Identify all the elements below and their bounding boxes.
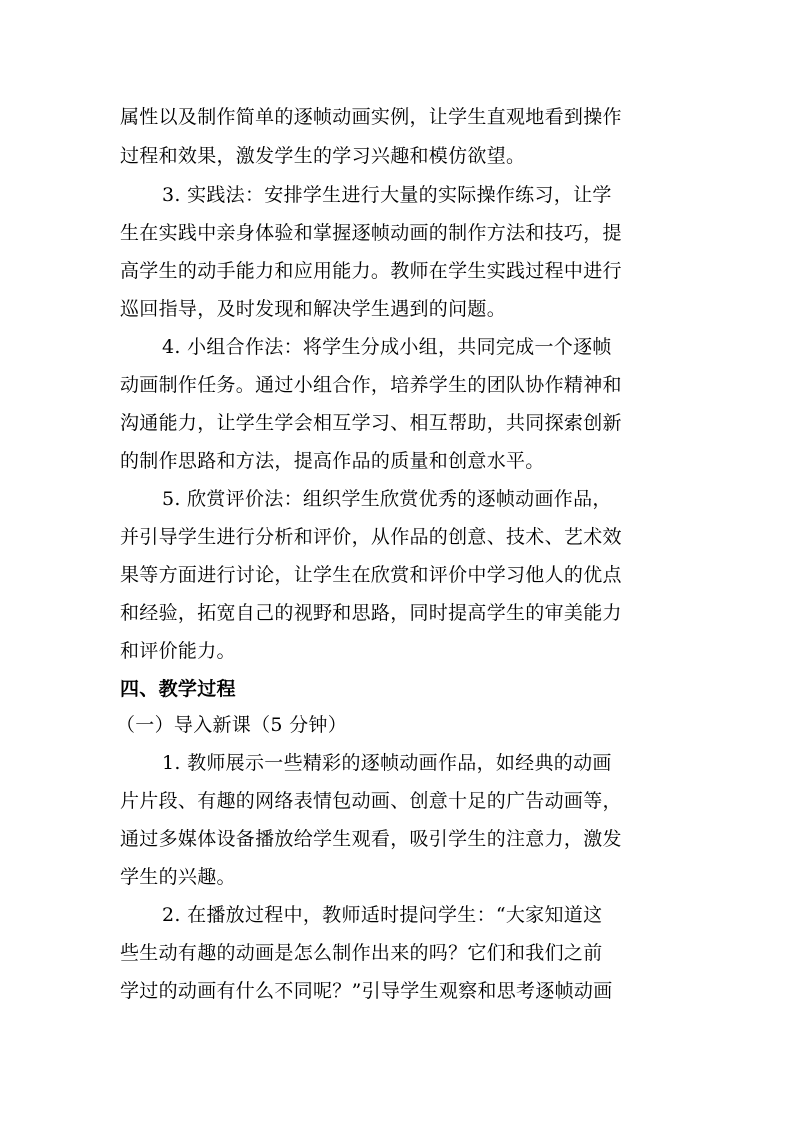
text-line: 和评价能力。 <box>120 640 236 662</box>
text-line: 果等方面进行讨论，让学生在欣赏和评价中学习他人的优点 <box>120 564 622 586</box>
text-line: 巡回指导，及时发现和解决学生遇到的问题。 <box>120 298 507 320</box>
text-line: 并引导学生进行分析和评价，从作品的创意、技术、艺术效 <box>120 526 622 548</box>
text-line: 学生的兴趣。 <box>120 866 236 888</box>
text-line: 的制作思路和方法，提高作品的质量和创意水平。 <box>120 450 545 472</box>
text-line: 沟通能力，让学生学会相互学习、相互帮助，共同探索创新 <box>120 412 622 434</box>
list-item-group-work: 4. 小组合作法：将学生分成小组，共同完成一个逐帧 <box>162 336 612 358</box>
text-line: 片片段、有趣的网络表情包动画、创意十足的广告动画等， <box>120 790 622 812</box>
section-heading: 四、教学过程 <box>120 678 236 700</box>
list-item-step-1: 1. 教师展示一些精彩的逐帧动画作品，如经典的动画 <box>162 752 612 774</box>
subsection-heading: （一）导入新课（5 分钟） <box>116 714 348 736</box>
text-line: 学过的动画有什么不同呢？”引导学生观察和思考逐帧动画 <box>120 980 613 1002</box>
text-line: 通过多媒体设备播放给学生观看，吸引学生的注意力，激发 <box>120 828 622 850</box>
text-line: 些生动有趣的动画是怎么制作出来的吗？它们和我们之前 <box>120 942 603 964</box>
list-item-step-2: 2. 在播放过程中，教师适时提问学生：“大家知道这 <box>162 904 603 926</box>
text-line: 生在实践中亲身体验和掌握逐帧动画的制作方法和技巧，提 <box>120 222 622 244</box>
list-item-appreciation: 5. 欣赏评价法：组织学生欣赏优秀的逐帧动画作品， <box>162 488 612 510</box>
text-line: 过程和效果，激发学生的学习兴趣和模仿欲望。 <box>120 145 526 167</box>
list-item-practice: 3. 实践法：安排学生进行大量的实际操作练习，让学 <box>162 184 612 206</box>
text-line: 属性以及制作简单的逐帧动画实例，让学生直观地看到操作 <box>120 106 622 128</box>
text-line: 和经验，拓宽自己的视野和思路，同时提高学生的审美能力 <box>120 602 622 624</box>
text-line: 动画制作任务。通过小组合作，培养学生的团队协作精神和 <box>120 374 622 396</box>
text-line: 高学生的动手能力和应用能力。教师在学生实践过程中进行 <box>120 260 622 282</box>
